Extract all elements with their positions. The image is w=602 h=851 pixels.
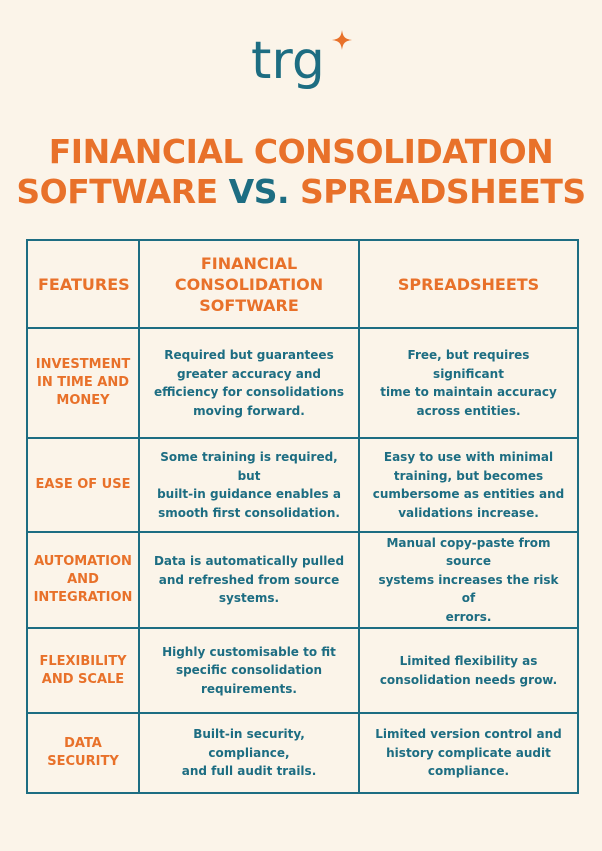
cell-line: Some training is required, but [160,450,338,483]
cell-line: Limited flexibility as [399,654,538,668]
cell-line: built-in guidance enables a [157,487,341,501]
software-cell [139,532,359,628]
feature-line: AUTOMATION [34,554,132,569]
feature-line: FLEXIBILITY [39,653,127,669]
feature-line: AND [67,572,99,587]
software-cell [139,628,359,713]
header-software-line: FINANCIAL [200,253,298,273]
header-spreadsheets: SPREADSHEETS [359,240,578,328]
feature-line: AND SCALE [41,671,125,687]
title-vs: VS. [228,172,290,211]
cell-line: compliance. [427,764,510,779]
cell-line: Highly customisable to fit [162,644,336,659]
comparison-table [26,239,579,794]
cell-line: Manual copy-paste from source [386,535,551,569]
software-cell [139,438,359,532]
cell-line: validations increase. [398,505,539,520]
spreadsheets-cell [359,713,578,793]
table-row [27,438,578,532]
software-cell [139,713,359,793]
cell-line: moving forward. [193,403,305,418]
cell-line: and refreshed from source [158,572,340,587]
cell-line: Required but guarantees [164,348,334,362]
logo [0,28,602,108]
feature-cell [27,532,139,628]
table-row [27,328,578,438]
logo-text: trg [251,31,325,91]
spreadsheets-cell [359,532,578,628]
feature-line: DATA [64,736,102,751]
feature-line: SECURITY [47,754,119,769]
cell-line: systems. [218,591,280,606]
cell-line: efficiency for consolidations [153,385,345,399]
feature-cell [27,713,139,793]
cell-line: systems increases the risk of [378,572,559,606]
feature-line: INVESTMENT [35,357,131,372]
cell-line: cumbersome as entities and [372,487,565,501]
cell-line: training, but becomes [393,468,544,483]
feature-cell [27,438,139,532]
table-header-row [27,240,578,328]
feature-cell [27,328,139,438]
title-text: FINANCIAL CONSOLIDATION [48,132,554,171]
title-spreadsheets: SPREADSHEETS [300,172,586,211]
cell-line: and full audit trails. [181,764,317,779]
header-software-line: CONSOLIDATION [174,274,324,294]
cell-line: consolidation needs grow. [379,672,558,687]
header-software [139,240,359,328]
header-software-line: SOFTWARE [199,295,299,315]
feature-line: MONEY [56,393,110,408]
feature-line: INTEGRATION [33,590,133,605]
spreadsheets-cell [359,438,578,532]
cell-line: Built-in security, compliance, [193,727,305,760]
feature-cell [27,628,139,713]
cell-line: Free, but requires significant [407,348,530,381]
header-features: FEATURES [27,240,139,328]
cell-line: Easy to use with minimal [383,450,554,464]
table-row [27,713,578,793]
feature-line: IN TIME AND [36,375,130,390]
cell-line: specific consolidation [175,663,323,678]
spreadsheets-cell [359,628,578,713]
cell-line: greater accuracy and [177,366,321,381]
sparkle-icon [332,30,352,50]
page-title-line-2 [0,172,602,212]
cell-line: time to maintain accuracy [380,385,557,399]
table-row [27,628,578,713]
title-software: SOFTWARE [16,172,218,211]
cell-line: Data is automatically pulled [153,554,345,569]
cell-line: Limited version control and [375,727,562,742]
spreadsheets-cell [359,328,578,438]
feature-line: EASE OF USE [35,477,131,492]
cell-line: smooth first consolidation. [158,505,340,520]
page-title-line-1 [0,132,602,172]
table-row [27,532,578,628]
cell-line: history complicate audit [386,745,551,760]
software-cell [139,328,359,438]
cell-line: requirements. [201,681,297,696]
cell-line: across entities. [416,403,521,418]
cell-line: errors. [445,609,492,624]
